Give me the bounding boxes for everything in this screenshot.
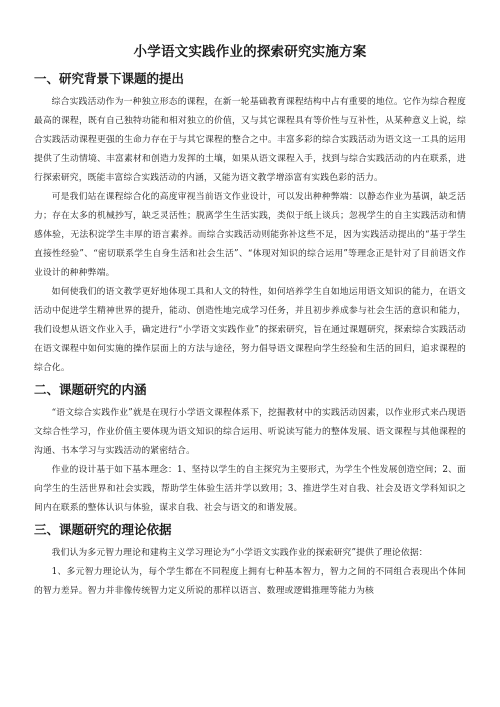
section-heading-background: 一、研究背景下课题的提出 [34,71,185,86]
section-heading-connotation: 二、课题研究的内涵 [34,382,147,397]
document-title: 小学语文实践作业的探索研究实施方案 [133,44,367,60]
paragraph: “语文综合实践作业”就是在现行小学语文课程体系下，挖掘教材中的实践活动因素，以作业形式来凸现语文综合性学习，作业价值主要体现为语文知识的综合运用、听说读写能力的整体发展、语文课程与其他课程的沟通、书本学习与实践活动的紧密结合。 [34,408,466,456]
section-heading-theory: 三、课题研究的理论依据 [34,522,172,537]
paragraph: 可是我们站在课程综合化的高度审视当前语文作业设计，可以发出种种弊端：以静态作业为基调，缺乏活力；存在太多的机械抄写，缺乏灵活性；脱离学生生活实践，类似于纸上谈兵；忽视学生的自主实践活动和情感体验，无法积淀学生丰厚的语言素养。而综合实践活动则能弥补这些不足，因为实践活动提出的“基于学生直接性经验”、“密切联系学生自身生活和社会生活”、“体现对知识的综合运用”等理念正是针对了目前语文作业设计的种种弊端。 [34,192,466,278]
paragraph: 1、多元智力理论认为，每个学生都在不同程度上拥有七种基本智力，智力之间的不同组合表现出个体间的智力差异。智力并非像传统智力定义所说的那样以语言、数理或逻辑推理等能力为核 [34,567,466,596]
paragraph: 作业的设计基于如下基本理念：1、坚持以学生的自主探究为主要形式，为学生个性发展创造空间；2、面向学生的生活世界和社会实践，帮助学生体验生活并学以致用；3、推进学生对自我、社会及语文学科知识之间内在联系的整体认识与体验，谋求自我、社会与语文的和谐发展。 [34,465,466,513]
paragraph: 综合实践活动作为一种独立形态的课程，在新一轮基础教育课程结构中占有重要的地位。它作为综合程度最高的课程，既有自己独特功能和相对独立的价值，又与其它课程具有等价性与互补性，从某种意义上说，综合实践活动课程更强的生命力存在于与其它课程的整合之中。丰富多彩的综合实践活动为语文这一工具的运用提供了生动情境、丰富素材和创造力发挥的土壤，如果从语文课程入手，找到与综合实践活动的内在联系，进行探索研究，既能丰富综合实践活动的内涵，又能为语文教学增添富有实践色彩的活力。 [34,97,466,183]
paragraph: 我们认为多元智力理论和建构主义学习理论为“小学语文实践作业的探索研究”提供了理论依据： [51,548,428,558]
paragraph: 如何使我们的语文教学更好地体现工具和人文的特性，如何培养学生自如地运用语文知识的能力，在语文活动中促进学生精神世界的提升，能动、创造性地完成学习任务，并且初步养成参与社会生活的意识和能力，我们设想从语文作业入手，确定进行“小学语文实践作业”的探索研究，旨在通过课题研究，探索综合实践活动在语文课程中如何实施的操作层面上的方法与途径，努力倡导语文课程向学生经验和生活的回归，追求课程的综合化。 [34,287,466,373]
